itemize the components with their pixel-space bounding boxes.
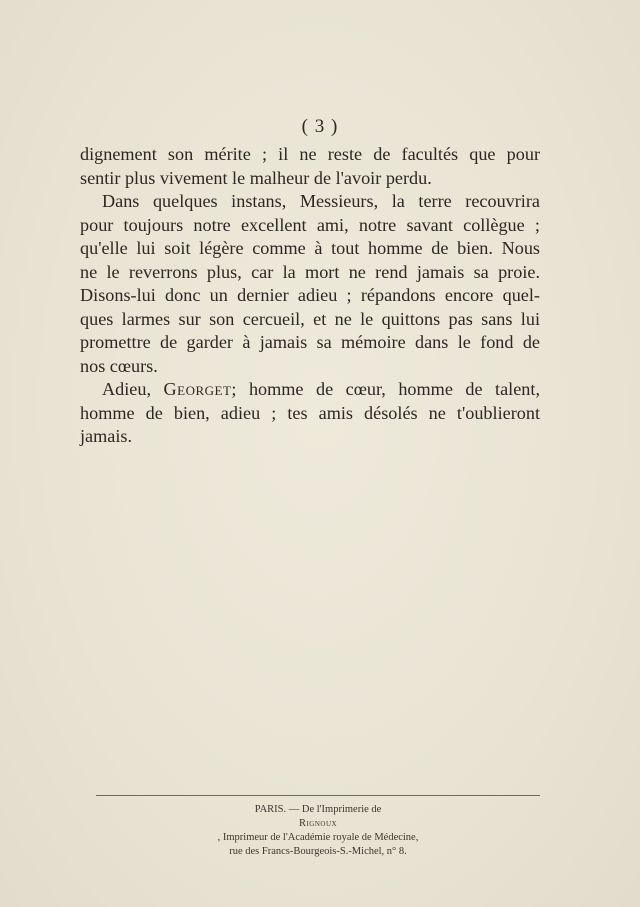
text-fragment: Adieu, — [102, 379, 151, 399]
text-line: jamais. — [80, 426, 133, 446]
text-line: pour toujours notre excellent ami, notre savant collègue ; — [80, 214, 540, 235]
text-line: Disons-lui donc un dernier adieu ; répandons encore quel- — [80, 285, 540, 305]
colophon-line-2: rue des Francs-Bourgeois-S.-Michel, n° 8. — [229, 846, 407, 857]
text-fragment: ; homme de cœur, homme de talent, — [231, 379, 540, 399]
text-line: Dans quelques instans, Messieurs, la terre recouvrira — [102, 191, 540, 211]
text-line: nos cœurs. — [80, 355, 158, 376]
page-number: ( 3 ) — [301, 116, 339, 137]
printer-colophon — [96, 803, 540, 859]
text-line: ques larmes sur son cercueil, et ne le quittons pas sans lui — [80, 308, 540, 329]
name-georget: Georget — [163, 379, 232, 399]
text-line: qu'elle lui soit légère comme à tout homme de bien. Nous — [80, 238, 540, 258]
divider-rule — [96, 795, 540, 796]
text-line: ne le reverrons plus, car la mort ne rend jamais sa proie. — [80, 261, 540, 282]
body-text — [80, 143, 540, 449]
colophon-suffix: , Imprimeur de l'Académie royale de Médecine, — [217, 832, 419, 843]
colophon-line-1 — [96, 803, 540, 845]
text-line — [80, 378, 540, 402]
colophon-prefix: PARIS. — De l'Imprimerie de — [254, 804, 382, 815]
text-line: promettre de garder à jamais sa mémoire dans le fond de — [80, 332, 540, 352]
text-line: homme de bien, adieu ; tes amis désolés ne t'oublieront — [80, 402, 540, 423]
printer-name: Rignoux — [298, 818, 338, 829]
text-line: sentir plus vivement le malheur de l'avoir perdu. — [80, 167, 432, 188]
text-line: dignement son mérite ; il ne reste de facultés que pour — [80, 144, 540, 164]
